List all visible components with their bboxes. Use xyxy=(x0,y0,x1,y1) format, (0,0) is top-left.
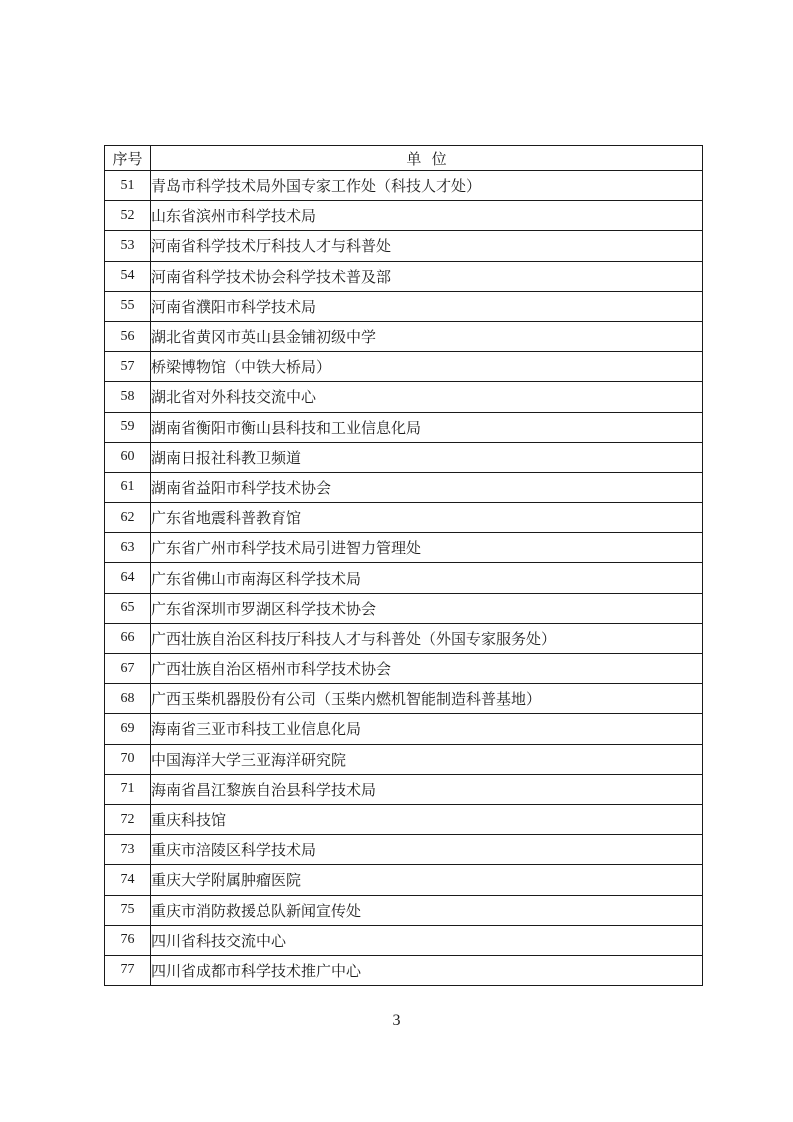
table-row xyxy=(105,684,703,714)
row-index: 55 xyxy=(105,291,151,321)
row-unit: 重庆市消防救援总队新闻宣传处 xyxy=(151,895,703,925)
row-index: 67 xyxy=(105,654,151,684)
row-index: 74 xyxy=(105,865,151,895)
row-index: 69 xyxy=(105,714,151,744)
row-index: 75 xyxy=(105,895,151,925)
row-unit: 桥梁博物馆（中铁大桥局） xyxy=(151,352,703,382)
table-row xyxy=(105,744,703,774)
row-unit: 山东省滨州市科学技术局 xyxy=(151,201,703,231)
row-unit: 河南省科学技术协会科学技术普及部 xyxy=(151,261,703,291)
row-unit: 中国海洋大学三亚海洋研究院 xyxy=(151,744,703,774)
row-unit: 河南省科学技术厅科技人才与科普处 xyxy=(151,231,703,261)
table-row xyxy=(105,865,703,895)
table-row xyxy=(105,804,703,834)
row-index: 61 xyxy=(105,472,151,502)
table-row xyxy=(105,563,703,593)
row-index: 72 xyxy=(105,804,151,834)
table-row xyxy=(105,352,703,382)
row-index: 57 xyxy=(105,352,151,382)
row-unit: 湖南省益阳市科学技术协会 xyxy=(151,472,703,502)
table-row xyxy=(105,382,703,412)
row-index: 62 xyxy=(105,503,151,533)
table-row xyxy=(105,503,703,533)
row-unit: 广东省地震科普教育馆 xyxy=(151,503,703,533)
table-row xyxy=(105,623,703,653)
row-unit: 湖北省黄冈市英山县金铺初级中学 xyxy=(151,321,703,351)
row-index: 59 xyxy=(105,412,151,442)
row-unit: 湖北省对外科技交流中心 xyxy=(151,382,703,412)
row-index: 70 xyxy=(105,744,151,774)
table-row xyxy=(105,171,703,201)
row-index: 65 xyxy=(105,593,151,623)
row-index: 73 xyxy=(105,835,151,865)
row-index: 51 xyxy=(105,171,151,201)
row-index: 77 xyxy=(105,955,151,985)
row-unit: 河南省濮阳市科学技术局 xyxy=(151,291,703,321)
row-index: 68 xyxy=(105,684,151,714)
row-unit: 海南省三亚市科技工业信息化局 xyxy=(151,714,703,744)
table-row xyxy=(105,321,703,351)
table-row xyxy=(105,472,703,502)
row-unit: 广西玉柴机器股份有公司（玉柴内燃机智能制造科普基地） xyxy=(151,684,703,714)
page-number: 3 xyxy=(392,1012,401,1029)
row-index: 60 xyxy=(105,442,151,472)
row-unit: 重庆大学附属肿瘤医院 xyxy=(151,865,703,895)
row-unit: 广东省广州市科学技术局引进智力管理处 xyxy=(151,533,703,563)
row-unit: 广西壮族自治区梧州市科学技术协会 xyxy=(151,654,703,684)
row-index: 54 xyxy=(105,261,151,291)
row-index: 66 xyxy=(105,623,151,653)
row-unit: 广西壮族自治区科技厅科技人才与科普处（外国专家服务处） xyxy=(151,623,703,653)
table-row xyxy=(105,895,703,925)
table-row xyxy=(105,955,703,985)
row-unit: 青岛市科学技术局外国专家工作处（科技人才处） xyxy=(151,171,703,201)
column-header-index: 序号 xyxy=(105,146,151,171)
row-unit: 广东省深圳市罗湖区科学技术协会 xyxy=(151,593,703,623)
table-row xyxy=(105,593,703,623)
table-row xyxy=(105,925,703,955)
row-index: 58 xyxy=(105,382,151,412)
row-index: 56 xyxy=(105,321,151,351)
row-unit: 海南省昌江黎族自治县科学技术局 xyxy=(151,774,703,804)
row-index: 53 xyxy=(105,231,151,261)
table-row xyxy=(105,291,703,321)
table-row xyxy=(105,714,703,744)
table-row xyxy=(105,261,703,291)
table-row xyxy=(105,533,703,563)
row-unit: 重庆市涪陵区科学技术局 xyxy=(151,835,703,865)
row-index: 63 xyxy=(105,533,151,563)
table-row xyxy=(105,412,703,442)
unit-table xyxy=(104,145,703,986)
row-unit: 四川省成都市科学技术推广中心 xyxy=(151,955,703,985)
table-header-row xyxy=(105,146,703,171)
row-unit: 广东省佛山市南海区科学技术局 xyxy=(151,563,703,593)
column-header-unit: 单 位 xyxy=(151,146,703,171)
row-index: 64 xyxy=(105,563,151,593)
table-row xyxy=(105,231,703,261)
table-row xyxy=(105,835,703,865)
row-index: 71 xyxy=(105,774,151,804)
table-row xyxy=(105,654,703,684)
table-row xyxy=(105,201,703,231)
row-unit: 湖南省衡阳市衡山县科技和工业信息化局 xyxy=(151,412,703,442)
row-unit: 湖南日报社科教卫频道 xyxy=(151,442,703,472)
table-row xyxy=(105,774,703,804)
row-index: 52 xyxy=(105,201,151,231)
row-index: 76 xyxy=(105,925,151,955)
row-unit: 重庆科技馆 xyxy=(151,804,703,834)
table-row xyxy=(105,442,703,472)
row-unit: 四川省科技交流中心 xyxy=(151,925,703,955)
